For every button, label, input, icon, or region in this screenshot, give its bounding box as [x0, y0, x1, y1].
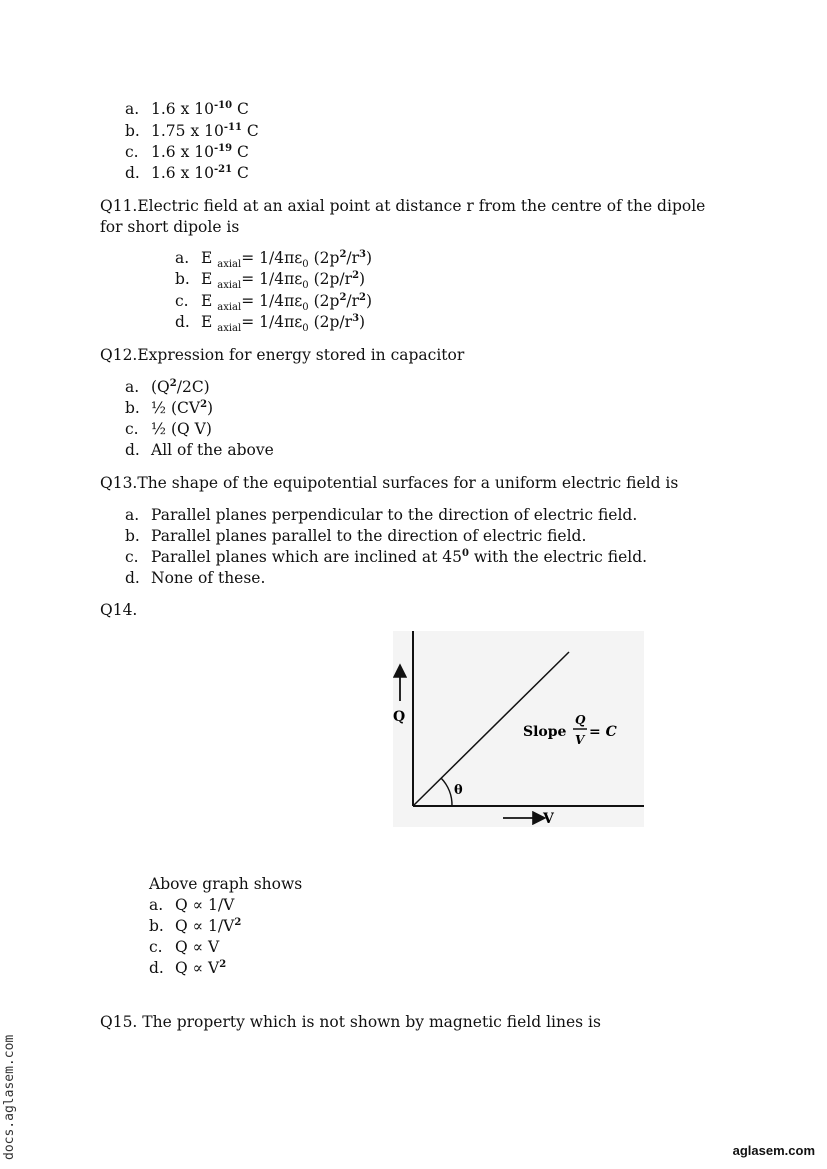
- q10-option-b: b. 1.75 x $10^{-11}$ C: [125, 122, 259, 140]
- q12-question: Q12.Expression for energy stored in capacitor: [100, 346, 465, 364]
- q14-caption: Above graph shows: [149, 875, 303, 893]
- q11-option-d: d. E $_{axial}= 1/4\pi\varepsilon_0$ $(2p/r^3)$: [175, 313, 366, 335]
- q14-question: Q14.: [100, 601, 138, 619]
- q15-question: Q15. The property which is not shown by magnetic field lines is: [100, 1013, 601, 1031]
- q14-option-d: d. $Q \propto V^2$: [149, 959, 227, 977]
- q13-option-b: b. Parallel planes parallel to the direction of electric field.: [125, 527, 587, 545]
- y-axis-label: Q: [393, 709, 406, 725]
- q11-question-line2: for short dipole is: [100, 218, 240, 236]
- slope-fraction-numerator: Q: [575, 713, 586, 727]
- q12-option-c: c. ½ (Q V): [125, 420, 212, 438]
- q12-option-b: b. ½ $(CV^2)$: [125, 399, 214, 417]
- q10-option-a: a. 1.6 x $10^{-10}$ C: [125, 100, 249, 118]
- q14-option-c: c. Q ∝ V: [149, 938, 220, 956]
- q13-option-c: c. Parallel planes which are inclined at $45^0$ with the electric field.: [125, 548, 648, 566]
- footer-brand: aglasem.com: [732, 1143, 815, 1158]
- q11-option-c: c. E $_{axial}= 1/4\pi\varepsilon_0$ $(2p^2/r^2)$: [175, 292, 373, 314]
- q11-option-b: b. E $_{axial}= 1/4\pi\varepsilon_0$ $(2p/r^2)$: [175, 270, 366, 292]
- q-v-graph-figure: [393, 631, 644, 827]
- q-v-graph: [393, 631, 644, 827]
- q12-option-d: d. All of the above: [125, 441, 274, 459]
- angle-arc: [441, 778, 452, 806]
- slope-equals-c: = C: [589, 724, 617, 740]
- q13-question: Q13.The shape of the equipotential surfaces for a uniform electric field is: [100, 474, 679, 492]
- slope-fraction-denominator: V: [575, 733, 585, 747]
- q11-question-line1: Q11.Electric field at an axial point at distance r from the centre of the dipole: [100, 197, 706, 215]
- q13-option-d: d. None of these.: [125, 569, 266, 587]
- q10-option-c: c. 1.6 x $10^{-19}$ C: [125, 143, 249, 161]
- q10-option-d: d. 1.6 x $10^{-21}$ C: [125, 164, 249, 182]
- q14-option-a: a. Q ∝ 1/V: [149, 896, 235, 914]
- slope-label: Slope: [523, 724, 567, 740]
- x-axis-label: V: [543, 811, 554, 827]
- q12-option-a: a. $(Q^2/2C)$: [125, 378, 210, 396]
- q13-option-a: a. Parallel planes perpendicular to the direction of electric field.: [125, 506, 638, 524]
- q14-option-b: b. $Q \propto 1/V^2$: [149, 917, 242, 935]
- side-watermark: docs.aglasem.com: [2, 1034, 17, 1160]
- q11-option-a: a. E $_{axial}= 1/4\pi\varepsilon_0$ $(2p^2/r^3)$: [175, 249, 373, 271]
- angle-label: θ: [454, 783, 463, 798]
